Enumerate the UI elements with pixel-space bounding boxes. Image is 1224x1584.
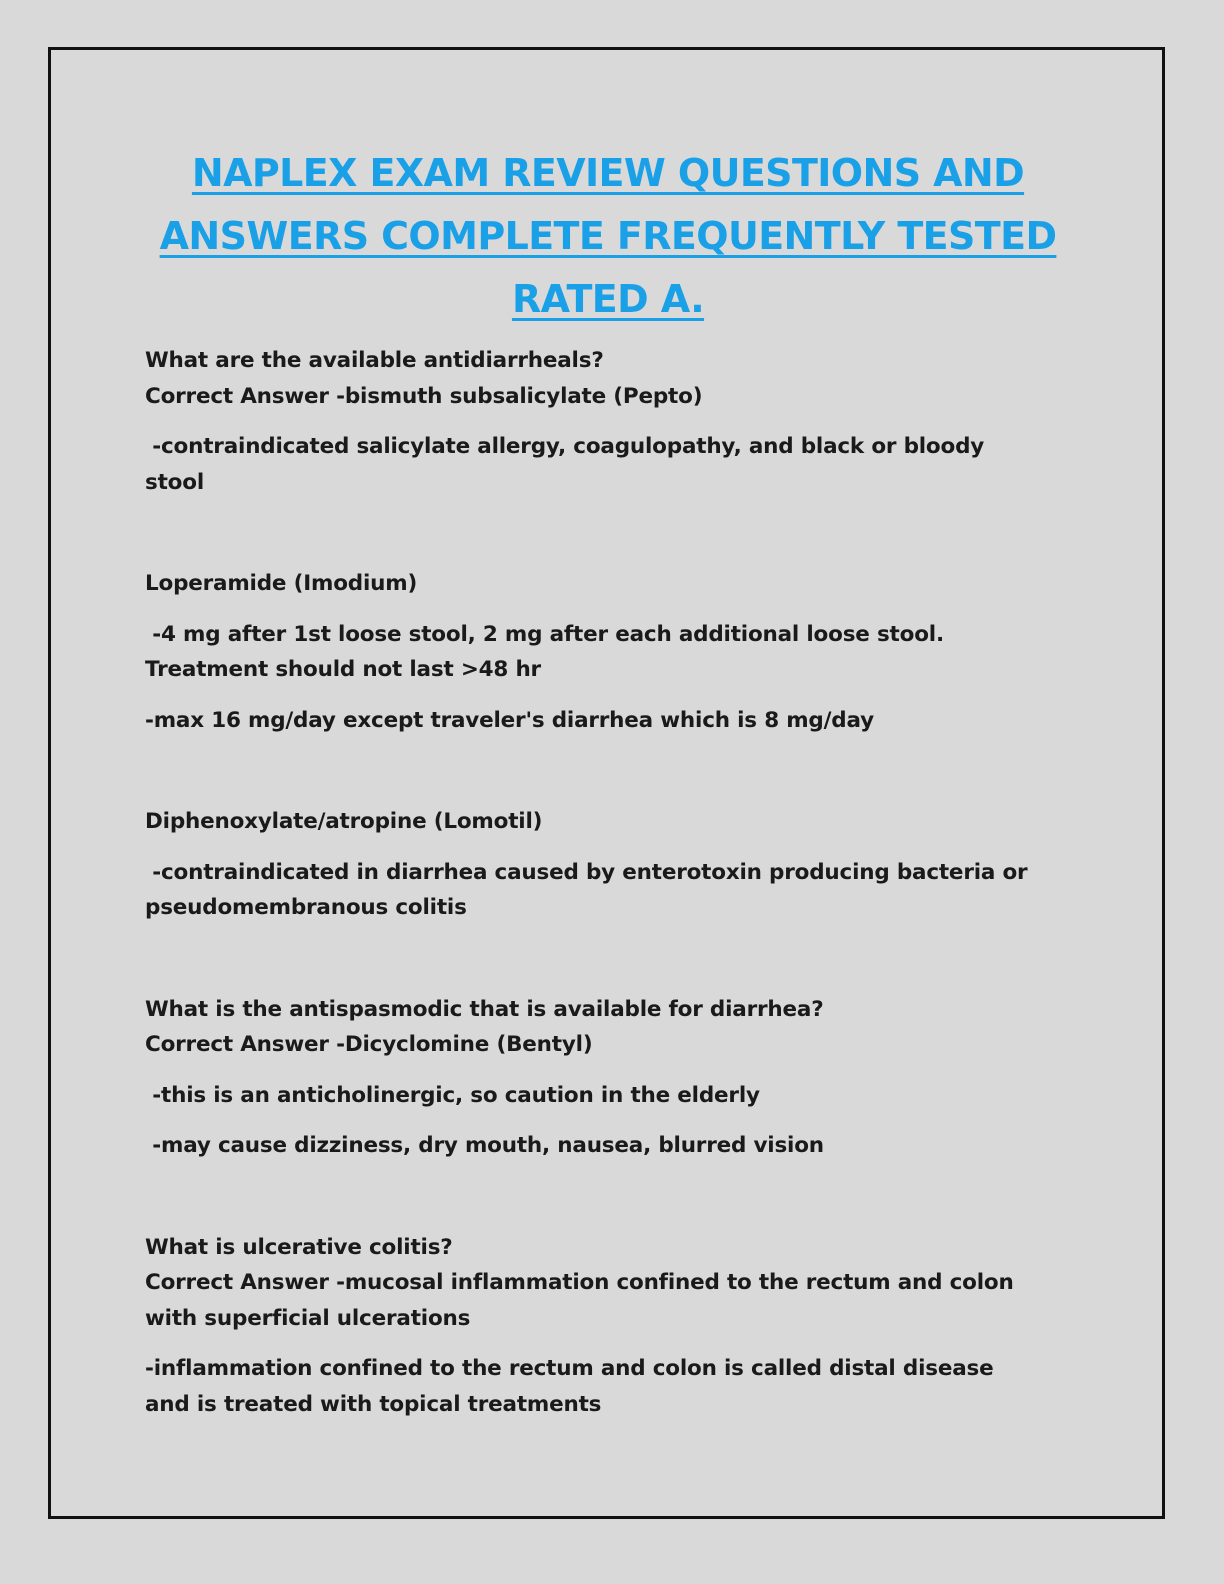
answer-antidiarrheals: Correct Answer -bismuth subsalicylate (Pepto) xyxy=(145,383,703,409)
question-antidiarrheals: What are the available antidiarrheals? xyxy=(145,348,604,373)
note-bismuth-line-2: stool xyxy=(145,469,204,495)
note-lomotil-line-1: -contraindicated in diarrhea caused by enterotoxin producing bacteria or xyxy=(145,859,1028,885)
title-line-3: RATED A. xyxy=(511,277,705,321)
document-title xyxy=(51,142,1165,331)
note-dicyclomine-side-effects: -may cause dizziness, dry mouth, nausea, blurred vision xyxy=(145,1133,824,1158)
question-antispasmodic: What is the antispasmodic that is available for diarrhea? xyxy=(145,996,824,1022)
title-line-2: ANSWERS COMPLETE FREQUENTLY TESTED xyxy=(159,214,1057,258)
answer-ulcerative-colitis-line-1: Correct Answer -mucosal inflammation confined to the rectum and colon xyxy=(145,1270,1014,1295)
heading-loperamide: Loperamide (Imodium) xyxy=(145,571,418,596)
note-distal-disease-line-2: and is treated with topical treatments xyxy=(145,1391,602,1417)
question-ulcerative-colitis: What is ulcerative colitis? xyxy=(145,1234,453,1260)
answer-antispasmodic: Correct Answer -Dicyclomine (Bentyl) xyxy=(145,1032,593,1057)
note-bismuth-line-1: -contraindicated salicylate allergy, coagulopathy, and black or bloody xyxy=(145,434,985,459)
note-lomotil-line-2: pseudomembranous colitis xyxy=(145,895,467,920)
note-distal-disease-line-1: -inflammation confined to the rectum and colon is called distal disease xyxy=(145,1356,994,1381)
document-body xyxy=(145,343,1105,1422)
title-line-1: NAPLEX EXAM REVIEW QUESTIONS AND xyxy=(191,151,1025,195)
heading-lomotil: Diphenoxylate/atropine (Lomotil) xyxy=(145,809,543,834)
note-loperamide-line-1: -4 mg after 1st loose stool, 2 mg after each additional loose stool. xyxy=(145,621,944,647)
note-loperamide-line-2: Treatment should not last >48 hr xyxy=(145,657,541,682)
note-loperamide-max: -max 16 mg/day except traveler's diarrhea which is 8 mg/day xyxy=(145,707,874,733)
answer-ulcerative-colitis-line-2: with superficial ulcerations xyxy=(145,1305,471,1331)
page-frame xyxy=(48,47,1165,1519)
note-dicyclomine-anticholinergic: -this is an anticholinergic, so caution in the elderly xyxy=(145,1082,760,1108)
